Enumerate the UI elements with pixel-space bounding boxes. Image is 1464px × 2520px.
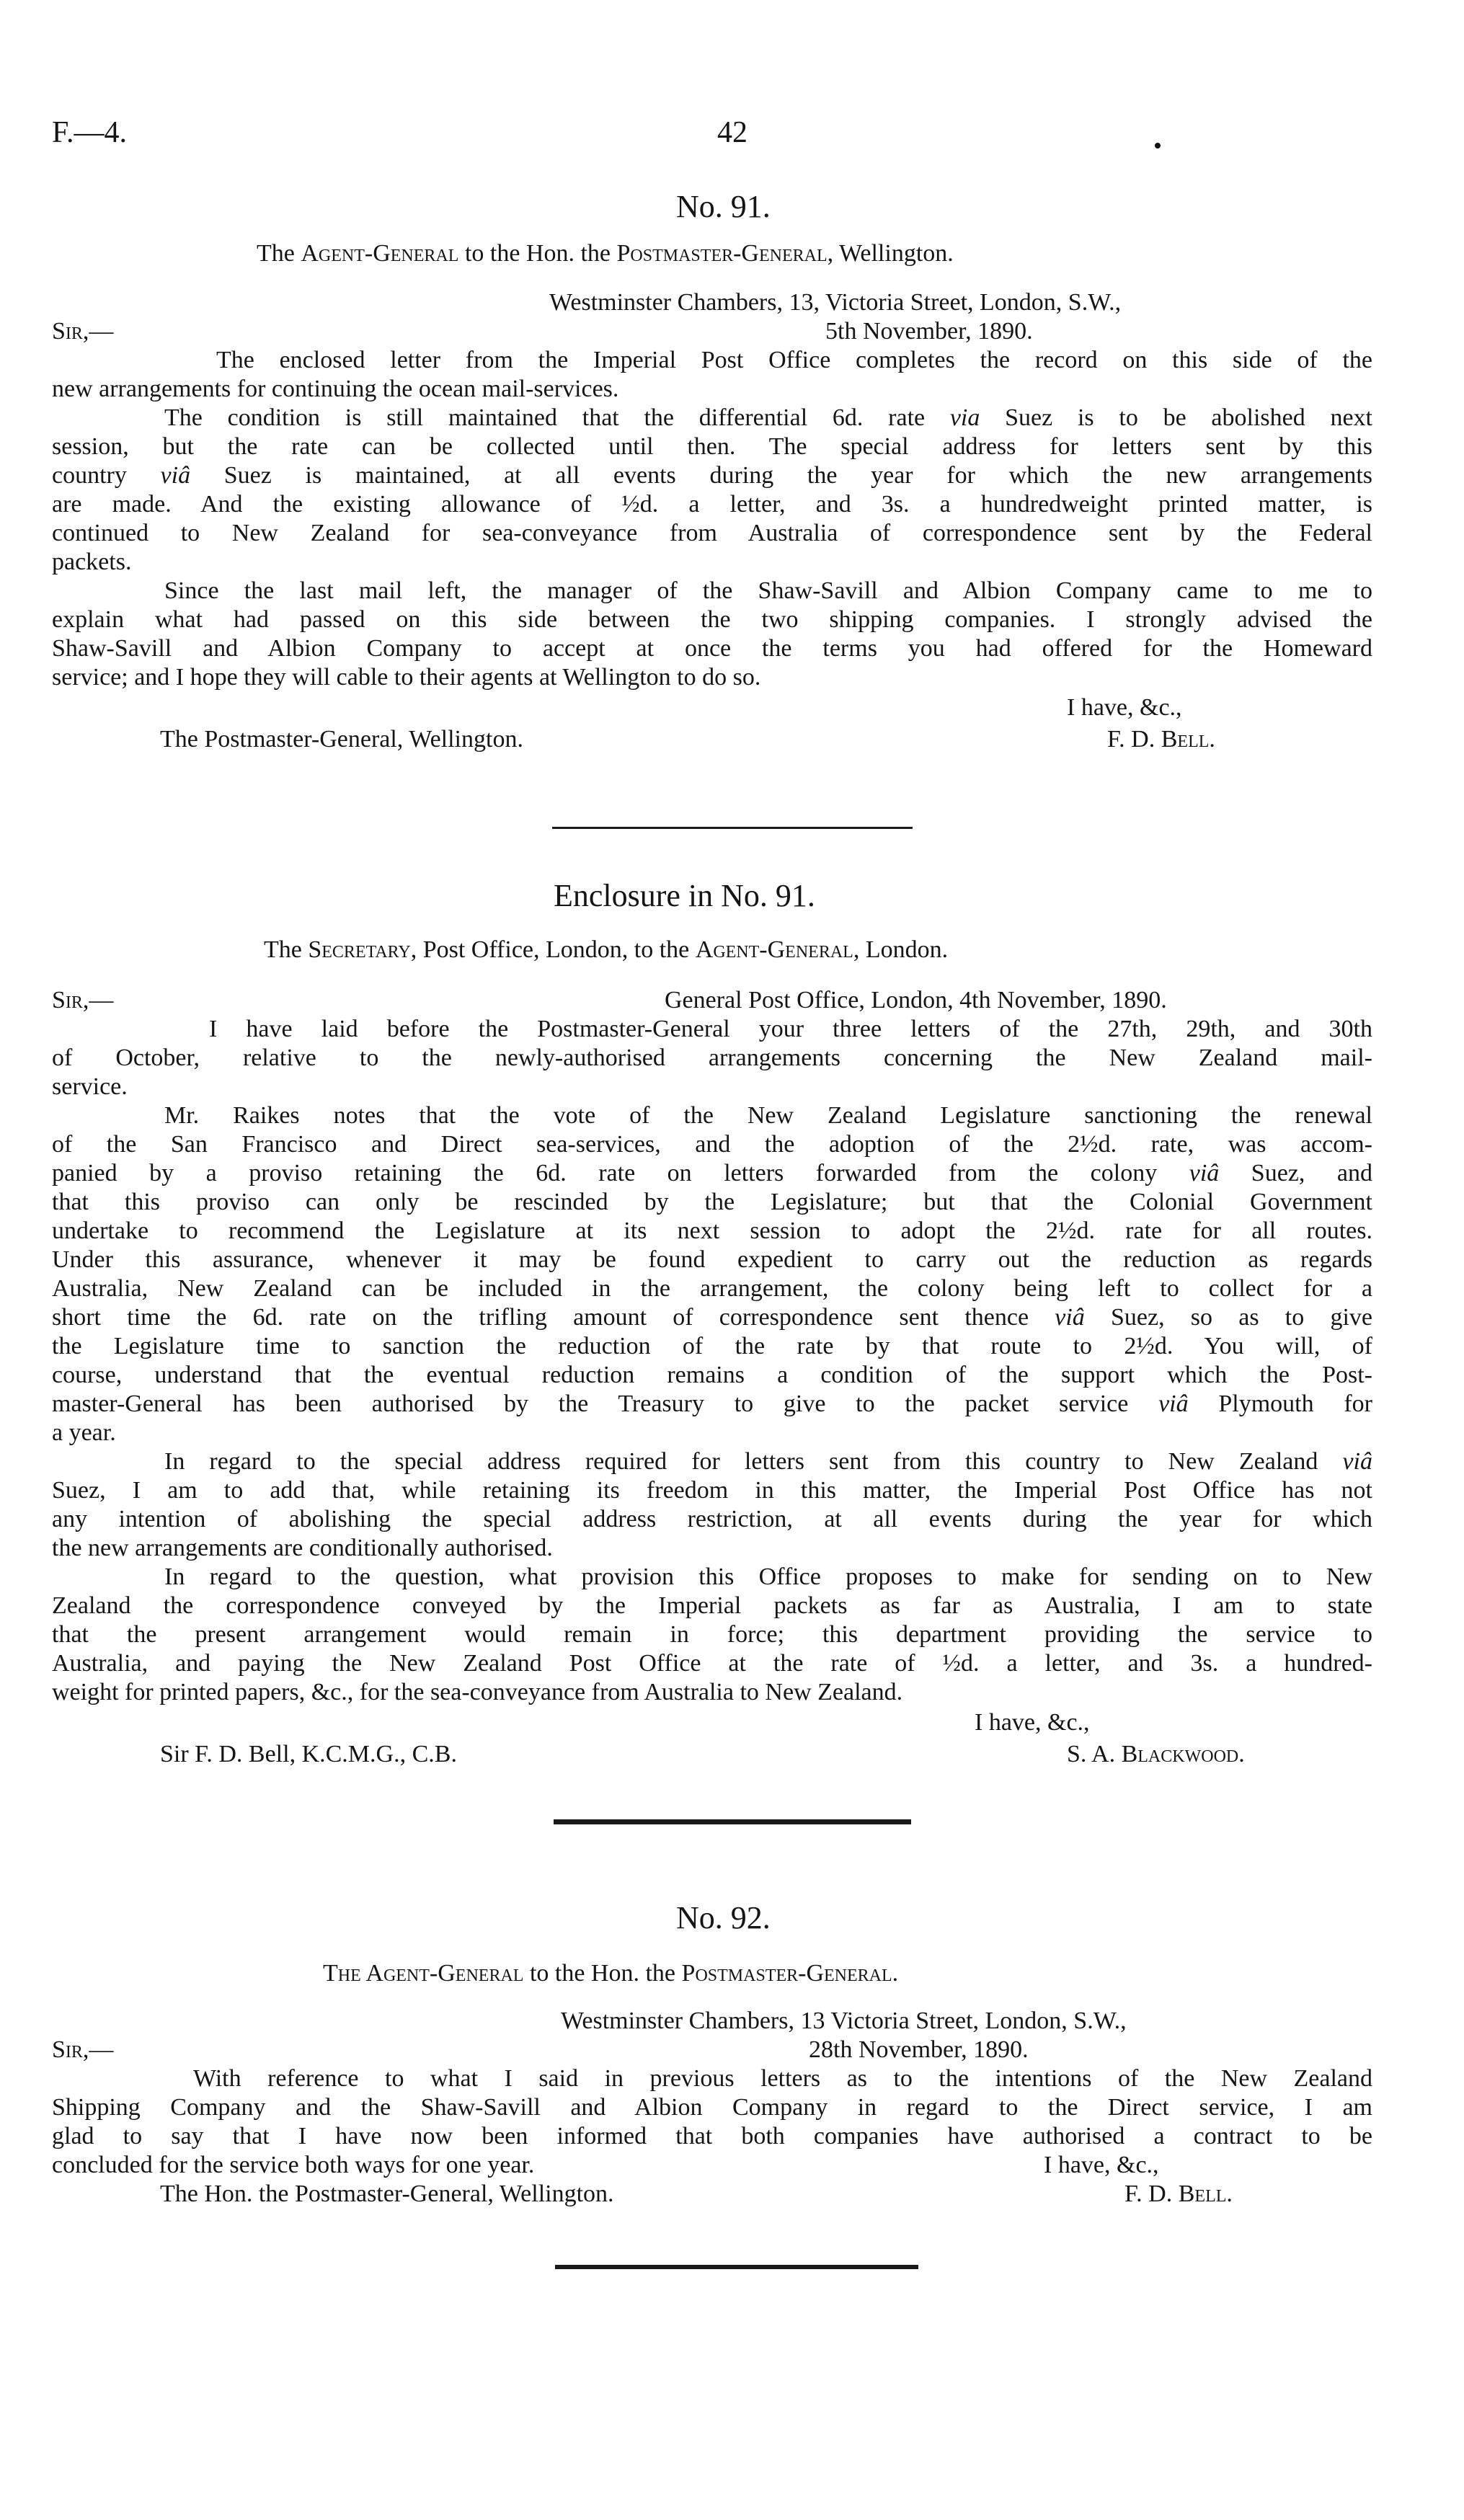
letter-91-date: 5th November, 1890. — [825, 318, 1033, 345]
letter-91-text-line: are made. And the existing allowance of ½d. a letter, and 3s. a hundredweight printed matter, is — [52, 491, 1372, 518]
enclosure-91-text-line: of the San Francisco and Direct sea-services, and the adoption of the 2½d. rate, was accom- — [52, 1131, 1372, 1158]
letter-92-closing: I have, &c., — [1044, 2152, 1159, 2178]
letter-91-address: Westminster Chambers, 13, Victoria Street, London, S.W., — [549, 289, 1122, 316]
letter-92-text-line: concluded for the service both ways for one year. — [52, 2152, 535, 2178]
letter-92-address: Westminster Chambers, 13 Victoria Street, London, S.W., — [561, 2007, 1127, 2034]
letter-91-text-line: explain what had passed on this side between the two shipping companies. I strongly advised the — [52, 606, 1372, 633]
enclosure-91-text-line: Mr. Raikes notes that the vote of the New Zealand Legislature sanctioning the renewal — [164, 1102, 1372, 1129]
enclosure-91-text-line: service. — [52, 1073, 128, 1100]
letter-91-subtitle: The Agent-General to the Hon. the Postmaster-General, Wellington. — [257, 240, 954, 267]
enclosure-91-text-line: I have laid before the Postmaster-General your three letters of the 27th, 29th, and 30th — [209, 1016, 1372, 1042]
enclosure-91-text-line: Australia, and paying the New Zealand Post Office at the rate of ½d. a letter, and 3s. a hundred- — [52, 1650, 1372, 1677]
letter-92-text-line: Shipping Company and the Shaw-Savill and Albion Company in regard to the Direct service, I am — [52, 2094, 1372, 2121]
enclosure-91-text-line: that the present arrangement would remain in force; this department providing the service to — [52, 1621, 1372, 1648]
section-divider — [555, 2265, 918, 2269]
enclosure-91-address-date: General Post Office, London, 4th November, 1890. — [665, 987, 1167, 1013]
letter-92-subtitle: The Agent-General to the Hon. the Postmaster-General. — [323, 1960, 899, 1987]
enclosure-91-text-line: of October, relative to the newly-authorised arrangements concerning the New Zealand mail- — [52, 1044, 1372, 1071]
letter-91-text-line: continued to New Zealand for sea-conveyance from Australia of correspondence sent by the Federal — [52, 520, 1372, 546]
enclosure-91-text-line: Zealand the correspondence conveyed by the Imperial packets as far as Australia, I am to state — [52, 1592, 1372, 1619]
enclosure-91-subtitle: The Secretary, Post Office, London, to the Agent-General, London. — [264, 936, 949, 963]
enclosure-91-closing: I have, &c., — [975, 1709, 1090, 1736]
letter-92-salutation: Sir,— — [52, 2036, 114, 2063]
enclosure-91-salutation: Sir,— — [52, 987, 114, 1013]
letter-91-text-line: packets. — [52, 549, 132, 575]
enclosure-91-text-line: short time the 6d. rate on the trifling amount of correspondence sent thence viâ Suez, so as to give — [52, 1304, 1372, 1331]
enclosure-91-addressee: Sir F. D. Bell, K.C.M.G., C.B. — [160, 1741, 457, 1767]
series-label: F.—4. — [52, 116, 127, 149]
letter-92-addressee: The Hon. the Postmaster-General, Wellington. — [160, 2180, 614, 2207]
letter-92-signature: F. D. Bell. — [1124, 2180, 1233, 2207]
enclosure-91-text-line: undertake to recommend the Legislature at its next session to adopt the 2½d. rate for all routes. — [52, 1217, 1372, 1244]
enclosure-91-title: Enclosure in No. 91. — [554, 878, 815, 913]
section-divider — [552, 827, 913, 829]
enclosure-91-text-line: a year. — [52, 1419, 116, 1446]
letter-92-date: 28th November, 1890. — [809, 2036, 1029, 2063]
letter-92-text-line: glad to say that I have now been informed that both companies have authorised a contract to be — [52, 2123, 1372, 2149]
letter-91-text-line: The condition is still maintained that the differential 6d. rate via Suez is to be abolished next — [164, 404, 1372, 431]
enclosure-91-text-line: master-General has been authorised by the Treasury to give to the packet service viâ Plymouth for — [52, 1390, 1372, 1417]
enclosure-91-text-line: weight for printed papers, &c., for the sea-conveyance from Australia to New Zealand. — [52, 1679, 903, 1705]
enclosure-91-text-line: any intention of abolishing the special address restriction, at all events during the year for which — [52, 1506, 1372, 1532]
enclosure-91-text-line: Australia, New Zealand can be included in the arrangement, the colony being left to collect for a — [52, 1275, 1372, 1302]
enclosure-91-text-line: Suez, I am to add that, while retaining its freedom in this matter, the Imperial Post Office has not — [52, 1477, 1372, 1504]
letter-91-text-line: session, but the rate can be collected until then. The special address for letters sent by this — [52, 433, 1372, 460]
enclosure-91-text-line: In regard to the special address required for letters sent from this country to New Zealand viâ — [164, 1448, 1372, 1475]
letter-91-closing: I have, &c., — [1067, 694, 1182, 721]
letter-91-text-line: The enclosed letter from the Imperial Post Office completes the record on this side of the — [216, 347, 1372, 373]
enclosure-91-text-line: In regard to the question, what provision this Office proposes to make for sending on to New — [164, 1563, 1372, 1590]
letter-91-signature: F. D. Bell. — [1107, 726, 1215, 753]
letter-92-text-line: With reference to what I said in previous letters as to the intentions of the New Zealand — [193, 2065, 1372, 2092]
enclosure-91-text-line: that this proviso can only be rescinded by the Legislature; but that the Colonial Government — [52, 1189, 1372, 1215]
letter-91-text-line: new arrangements for continuing the ocean mail-services. — [52, 376, 619, 402]
enclosure-91-signature: S. A. Blackwood. — [1067, 1741, 1245, 1767]
enclosure-91-text-line: the new arrangements are conditionally authorised. — [52, 1535, 553, 1561]
section-divider — [554, 1819, 911, 1824]
enclosure-91-text-line: course, understand that the eventual reduction remains a condition of the support which the Post- — [52, 1362, 1372, 1388]
enclosure-91-text-line: the Legislature time to sanction the reduction of the rate by that route to 2½d. You will, of — [52, 1333, 1372, 1359]
letter-91-addressee: The Postmaster-General, Wellington. — [160, 726, 523, 753]
enclosure-91-text-line: Under this assurance, whenever it may be found expedient to carry out the reduction as regards — [52, 1246, 1372, 1273]
stray-mark — [1155, 143, 1161, 148]
letter-91-title: No. 91. — [676, 189, 771, 224]
letter-91-salutation: Sir,— — [52, 318, 114, 345]
letter-91-text-line: service; and I hope they will cable to their agents at Wellington to do so. — [52, 664, 761, 691]
letter-91-text-line: Shaw-Savill and Albion Company to accept at once the terms you had offered for the Homeward — [52, 635, 1372, 662]
letter-91-text-line: country viâ Suez is maintained, at all events during the year for which the new arrangements — [52, 462, 1372, 489]
letter-92-title: No. 92. — [676, 1900, 771, 1935]
page-number: 42 — [717, 116, 747, 149]
letter-91-text-line: Since the last mail left, the manager of the Shaw-Savill and Albion Company came to me to — [164, 577, 1372, 604]
enclosure-91-text-line: panied by a proviso retaining the 6d. rate on letters forwarded from the colony viâ Suez, and — [52, 1160, 1372, 1186]
